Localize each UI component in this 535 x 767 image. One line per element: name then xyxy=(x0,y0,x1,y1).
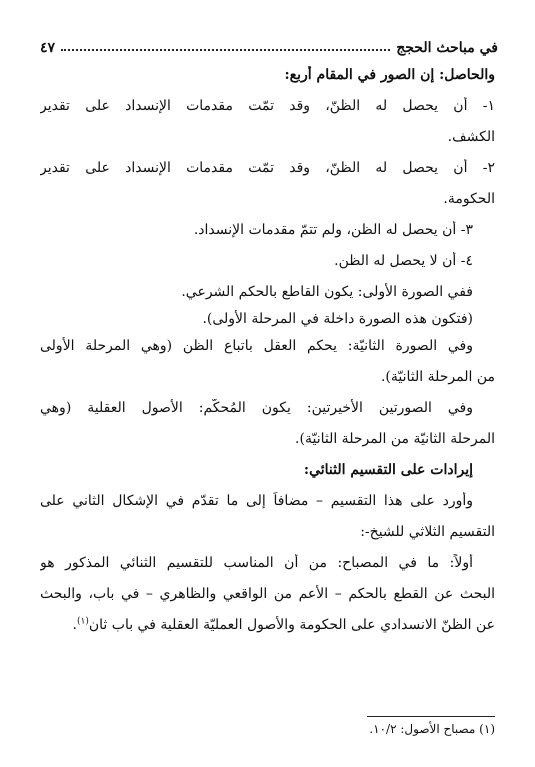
text-line-content: وفي الصورتين الأخيرتين: يكون المُحكَّم: الأصول العقلية (وهي xyxy=(40,400,473,416)
footnote: (١) مصباح الأصول: ١٠/٢. xyxy=(369,722,495,736)
body-text xyxy=(40,66,495,635)
sentence-end: . xyxy=(72,617,77,633)
text-line-content: ٤- أن لا يحصل له الظن. xyxy=(334,253,473,269)
text-line-content: أولاً: ما في المصباح: من أن المناسب للتقسيم الثنائي المذكور هو xyxy=(40,555,473,571)
text-line xyxy=(40,97,495,116)
text-line-content: (فتكون هذه الصورة داخلة في المرحلة الأولى). xyxy=(202,311,473,327)
section-heading-text: إيرادات على التقسيم الثنائي: xyxy=(303,462,473,478)
text-line xyxy=(40,399,495,418)
text-line xyxy=(40,128,495,147)
text-line-content: البحث عن القطع بالحكم – الأعم من الواقعي والظاهري – في باب، والبحث xyxy=(40,586,495,602)
text-line xyxy=(40,492,495,511)
text-line-content: والحاصل: إن الصور في المقام أربع: xyxy=(284,67,495,83)
text-line-content: من المرحلة الثانيّة). xyxy=(380,369,495,385)
footnote-separator xyxy=(367,716,495,717)
text-line xyxy=(40,283,495,302)
text-line-content: ٣- أن يحصل له الظن، ولم تتمّ مقدمات الإنسداد. xyxy=(193,222,473,238)
text-line-content: المرحلة الثانيّة من المرحلة الثانيّة). xyxy=(295,431,495,447)
text-line xyxy=(40,585,495,604)
text-line xyxy=(40,159,495,178)
text-line-content: التقسيم الثلاثي للشيخ-: xyxy=(360,524,495,540)
text-line-content: الحكومة. xyxy=(443,191,495,207)
text-line xyxy=(40,190,495,209)
text-line-content: ١- أن يحصل له الظنّ، وقد تمّت مقدمات الإنسداد على تقدير xyxy=(40,98,495,114)
text-line-content: ففي الصورة الأولى: يكون القاطع بالحكم الشرعي. xyxy=(181,284,473,300)
dot-leader xyxy=(61,49,390,51)
text-line xyxy=(40,523,495,542)
text-line xyxy=(40,310,495,329)
text-line-content: وفي الصورة الثانيّة: يحكم العقل باتباع الظن (وهي المرحلة الأولى xyxy=(40,338,473,354)
text-line xyxy=(40,66,495,85)
text-line-content: وأورد على هذا التقسيم – مضافاً إلى ما تقدّم في الإشكال الثاني على xyxy=(40,493,473,509)
text-line-content: عن الظنّ الانسدادي على الحكومة والأصول العمليّة العقلية في باب ثان xyxy=(88,617,495,633)
text-line-content: الكشف. xyxy=(447,129,495,145)
section-heading xyxy=(40,461,495,480)
text-line xyxy=(40,252,495,271)
text-line-content: ٢- أن يحصل له الظنّ، وقد تمّت مقدمات الإنسداد على تقدير xyxy=(40,160,495,176)
running-header xyxy=(40,34,498,56)
text-line xyxy=(40,368,495,387)
page-number: ٤٧ xyxy=(40,40,56,56)
text-line xyxy=(40,430,495,449)
text-line xyxy=(40,616,495,635)
text-line xyxy=(40,221,495,240)
text-line xyxy=(40,337,495,356)
text-line xyxy=(40,554,495,573)
running-title: في مباحث الحجج xyxy=(396,40,498,56)
footnote-marker[interactable]: (١) xyxy=(77,616,89,627)
